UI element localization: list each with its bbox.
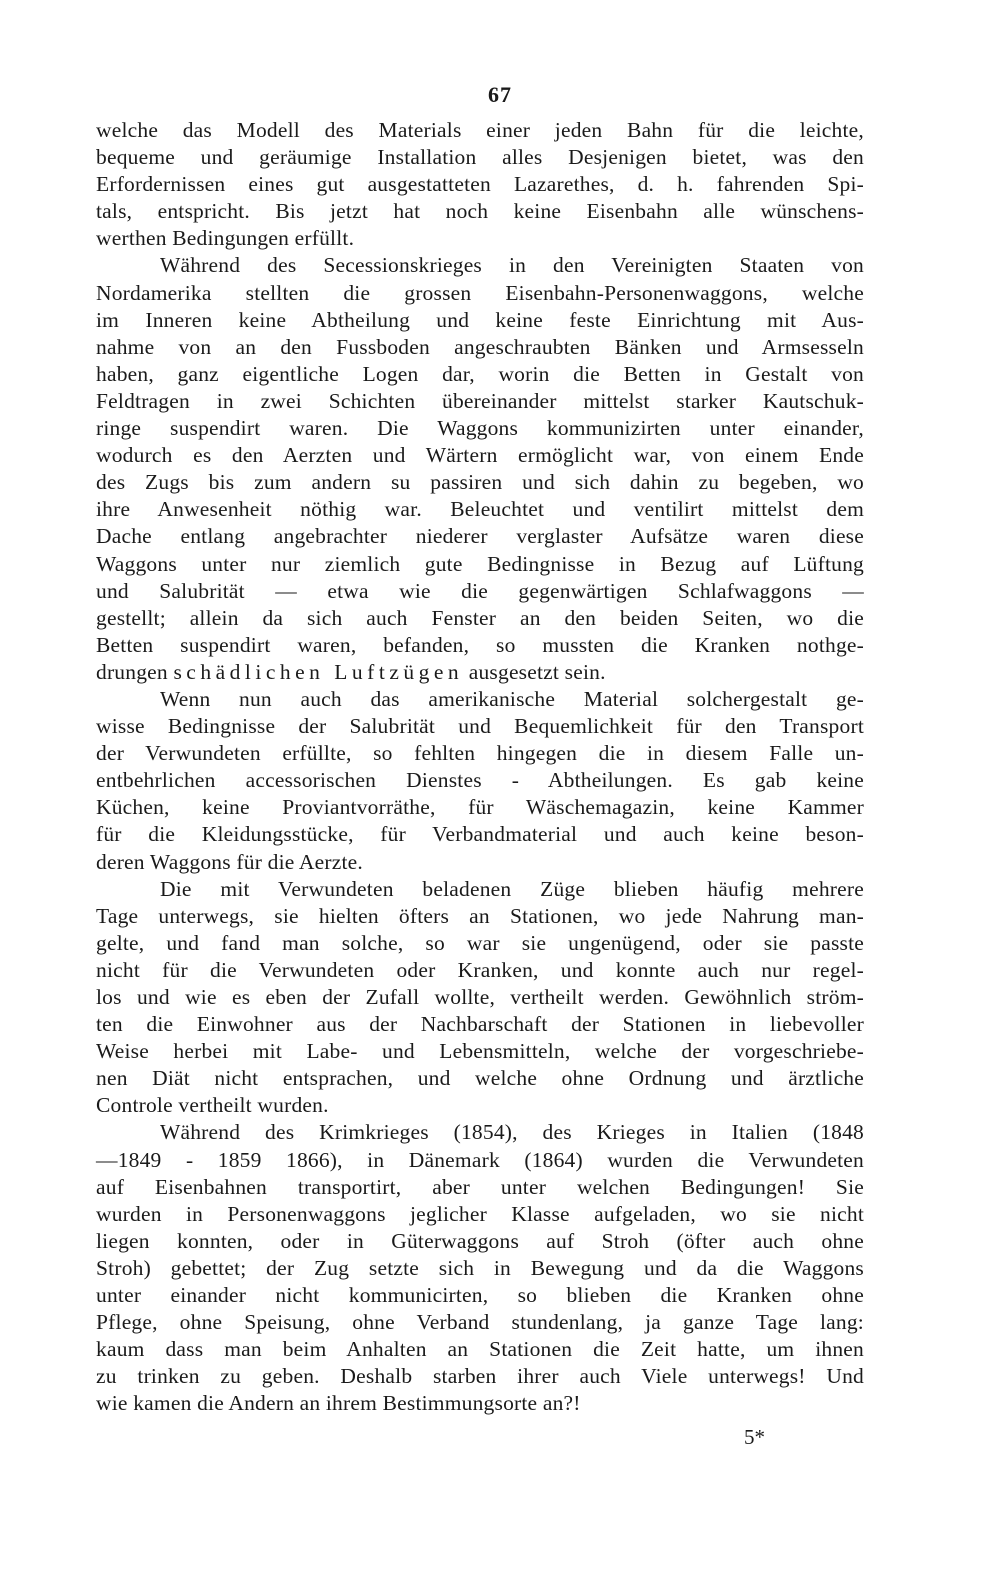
text-line: der Verwundeten erfüllte, so fehlten hingegen die in diesem Falle un-	[96, 741, 864, 766]
text-line: tals, entspricht. Bis jetzt hat noch keine Eisenbahn alle wünschens-	[96, 199, 864, 224]
text-line: deren Waggons für die Aerzte.	[96, 849, 363, 874]
text-line: gelte, und fand man solche, so war sie ungenügend, oder sie passte	[96, 930, 864, 955]
text-line: gestellt; allein da sich auch Fenster an den beiden Seiten, wo die	[96, 605, 864, 630]
text-line: haben, ganz eigentliche Logen dar, worin die Betten in Gestalt von	[96, 361, 864, 386]
text-line: ten die Einwohner aus der Nachbarschaft der Stationen in liebevoller	[96, 1012, 864, 1037]
text-line: Küchen, keine Proviantvorräthe, für Wäschemagazin, keine Kammer	[96, 795, 864, 820]
signature-mark: 5*	[744, 1425, 765, 1449]
text-segment: drungen	[96, 659, 174, 684]
paragraph-start-line: Während des Krimkrieges (1854), des Krieges in Italien (1848	[160, 1120, 864, 1145]
text-line: Pflege, ohne Speisung, ohne Verband stundenlang, ja ganze Tage lang:	[96, 1310, 864, 1335]
text-line: wurden in Personenwaggons jeglicher Klasse aufgeladen, wo sie nicht	[96, 1201, 864, 1226]
text-line: unter einander nicht kommunicirten, so blieben die Kranken ohne	[96, 1283, 864, 1308]
text-line: Waggons unter nur ziemlich gute Bedingnisse in Bezug auf Lüftung	[96, 551, 864, 576]
text-line: Nordamerika stellten die grossen Eisenbahn-Personenwaggons, welche	[96, 280, 864, 305]
text-line: Tage unterwegs, sie hielten öfters an Stationen, wo jede Nahrung man-	[96, 903, 864, 928]
text-line: —1849 - 1859 1866), in Dänemark (1864) wurden die Verwundeten	[96, 1147, 864, 1172]
text-line: Betten suspendirt waren, befanden, so mussten die Kranken nothge-	[96, 632, 864, 657]
paragraph-start-line: Während des Secessionskrieges in den Vereinigten Staaten von	[160, 253, 864, 278]
text-line: nahme von an den Fussboden angeschraubten Bänken und Armsesseln	[96, 334, 864, 359]
paragraph-start-line: Die mit Verwundeten beladenen Züge blieben häufig mehrere	[160, 876, 864, 901]
text-line: des Zugs bis zum andern su passiren und sich dahin zu begeben, wo	[96, 470, 864, 495]
text-line: Weise herbei mit Labe- und Lebensmitteln, welche der vorgeschriebe-	[96, 1039, 864, 1064]
text-line: ringe suspendirt waren. Die Waggons kommunizirten unter einander,	[96, 416, 864, 441]
text-line: nen Diät nicht entsprachen, und welche ohne Ordnung und ärztliche	[96, 1066, 864, 1091]
text-segment: ausgesetzt sein.	[463, 659, 606, 684]
text-line: Feldtragen in zwei Schichten übereinander mittelst starker Kautschuk-	[96, 388, 864, 413]
text-line: welche das Modell des Materials einer jeden Bahn für die leichte,	[96, 118, 864, 142]
text-line: liegen konnten, oder in Güterwaggons auf Stroh (öfter auch ohne	[96, 1228, 864, 1253]
text-line: auf Eisenbahnen transportirt, aber unter welchen Bedingungen! Sie	[96, 1174, 864, 1199]
text-line: Stroh) gebettet; der Zug setzte sich in Bewegung und da die Waggons	[96, 1255, 864, 1280]
text-line-emphasis	[96, 659, 864, 686]
text-line: wodurch es den Aerzten und Wärtern ermöglicht war, von einem Ende	[96, 443, 864, 468]
text-line: ihre Anwesenheit nöthig war. Beleuchtet und ventilirt mittelst dem	[96, 497, 864, 522]
text-line: werthen Bedingungen erfüllt.	[96, 226, 355, 251]
text-line: wie kamen die Andern an ihrem Bestimmungsorte an?!	[96, 1391, 581, 1416]
paragraph-start-line: Wenn nun auch das amerikanische Material solchergestalt ge-	[160, 686, 864, 711]
text-line: kaum dass man beim Anhalten an Stationen die Zeit hatte, um ihnen	[96, 1337, 864, 1362]
page-number: 67	[488, 82, 512, 107]
text-line: wisse Bedingnisse der Salubrität und Bequemlichkeit für den Transport	[96, 714, 864, 739]
text-line: zu trinken zu geben. Deshalb starben ihrer auch Viele unterwegs! Und	[96, 1364, 864, 1389]
text-line: und Salubrität — etwa wie die gegenwärtigen Schlafwaggons —	[96, 578, 864, 603]
text-line: Controle vertheilt wurden.	[96, 1093, 329, 1118]
text-line: Erfordernissen eines gut ausgestatteten Lazarethes, d. h. fahrenden Spi-	[96, 172, 864, 197]
text-line: entbehrlichen accessorischen Dienstes - Abtheilungen. Es gab keine	[96, 768, 864, 793]
text-line: nicht für die Verwundeten oder Kranken, und konnte auch nur regel-	[96, 957, 864, 982]
text-line: bequeme und geräumige Installation alles Desjenigen bietet, was den	[96, 145, 864, 170]
text-line: im Inneren keine Abtheilung und keine feste Einrichtung mit Aus-	[96, 307, 864, 332]
spaced-emphasis: schädlichen Luftzügen	[173, 659, 464, 684]
text-line: Dache entlang angebrachter niederer verglaster Aufsätze waren diese	[96, 524, 864, 549]
text-line: für die Kleidungsstücke, für Verbandmaterial und auch keine beson-	[96, 822, 864, 847]
text-line: los und wie es eben der Zufall wollte, vertheilt werden. Gewöhnlich ström-	[96, 985, 864, 1009]
body-text	[96, 117, 864, 1418]
